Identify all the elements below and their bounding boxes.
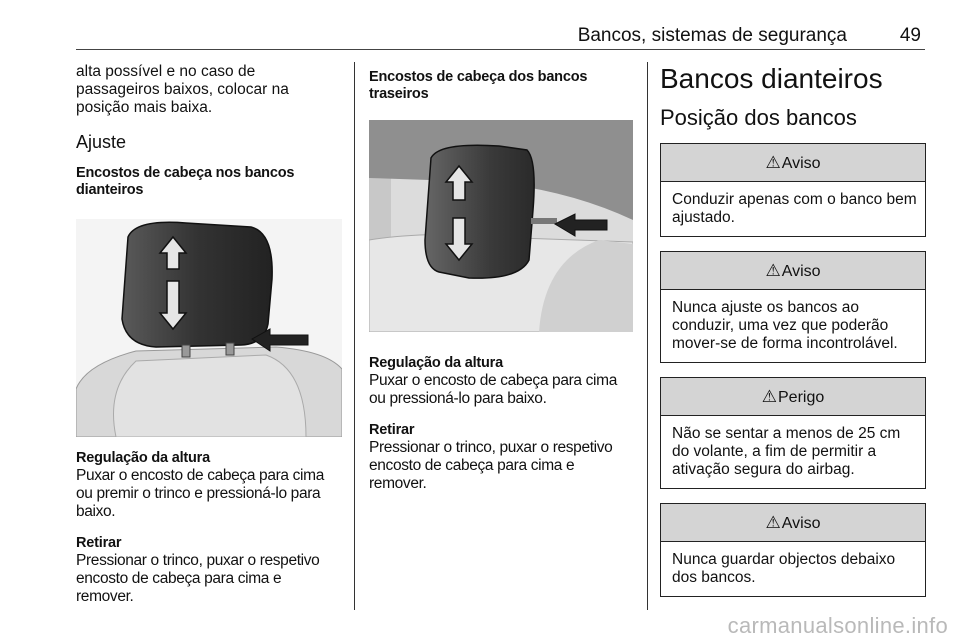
warning-box bbox=[660, 251, 926, 363]
warning-text: Conduzir apenas com o banco bem ajustado. bbox=[672, 191, 917, 226]
front-headrest-caption: Encostos de cabeça nos bancos dianteiros bbox=[76, 165, 295, 198]
page-number: 49 bbox=[899, 25, 921, 46]
danger-label: Perigo bbox=[778, 389, 825, 406]
intro-text: alta possível e no caso de passageiros baixos, colocar na posição mais baixa. bbox=[76, 63, 289, 116]
column-divider-2 bbox=[647, 62, 648, 610]
front-height-text: Puxar o encosto de cabeça para cima ou premir o trinco e pressioná-lo para baixo. bbox=[76, 467, 324, 520]
warning-icon: ⚠ bbox=[765, 513, 781, 532]
rear-remove-text: Pressionar o trinco, puxar o respetivo encosto de cabeça para cima e remover. bbox=[369, 439, 613, 492]
rear-remove-title: Retirar bbox=[369, 422, 415, 438]
front-headrest-illustration bbox=[76, 219, 342, 437]
column-left bbox=[76, 63, 342, 606]
rear-headrest-illustration bbox=[369, 120, 633, 332]
warning-box-header bbox=[661, 144, 925, 182]
rear-headrest-caption: Encostos de cabeça dos bancos traseiros bbox=[369, 69, 588, 102]
warning-icon: ⚠ bbox=[765, 153, 781, 172]
warning-label: Aviso bbox=[781, 515, 821, 532]
watermark: carmanualsonline.info bbox=[727, 613, 948, 638]
rear-height-text: Puxar o encosto de cabeça para cima ou pressioná-lo para baixo. bbox=[369, 372, 617, 407]
front-height-title: Regulação da altura bbox=[76, 450, 210, 466]
column-middle bbox=[369, 63, 633, 493]
section-title: Bancos dianteiros bbox=[660, 63, 883, 94]
subsection-title: Posição dos bancos bbox=[660, 105, 857, 130]
front-remove-text: Pressionar o trinco, puxar o respetivo encosto de cabeça para cima e remover. bbox=[76, 552, 320, 605]
column-divider-1 bbox=[354, 62, 355, 610]
column-right bbox=[660, 63, 926, 611]
warning-box-header bbox=[661, 504, 925, 542]
warning-text: Nunca guardar objectos debaixo dos bancos. bbox=[672, 551, 896, 586]
danger-text: Não se sentar a menos de 25 cm do volante, a fim de permitir a ativação segura do airbag. bbox=[672, 425, 901, 478]
subheading-ajuste: Ajuste bbox=[76, 132, 127, 152]
danger-box bbox=[660, 377, 926, 489]
warning-label: Aviso bbox=[781, 155, 821, 172]
warning-box bbox=[660, 503, 926, 597]
front-remove-title: Retirar bbox=[76, 535, 122, 551]
page-header bbox=[76, 22, 925, 50]
danger-box-header bbox=[661, 378, 925, 416]
warning-box bbox=[660, 143, 926, 237]
warning-box-header bbox=[661, 252, 925, 290]
rear-height-title: Regulação da altura bbox=[369, 355, 503, 371]
warning-icon: ⚠ bbox=[765, 261, 781, 280]
warning-label: Aviso bbox=[781, 263, 821, 280]
warning-text: Nunca ajuste os bancos ao conduzir, uma vez que poderão mover-se de forma incontrolável. bbox=[672, 299, 898, 352]
header-title: Bancos, sistemas de segurança bbox=[577, 25, 847, 46]
warning-icon: ⚠ bbox=[761, 387, 777, 406]
